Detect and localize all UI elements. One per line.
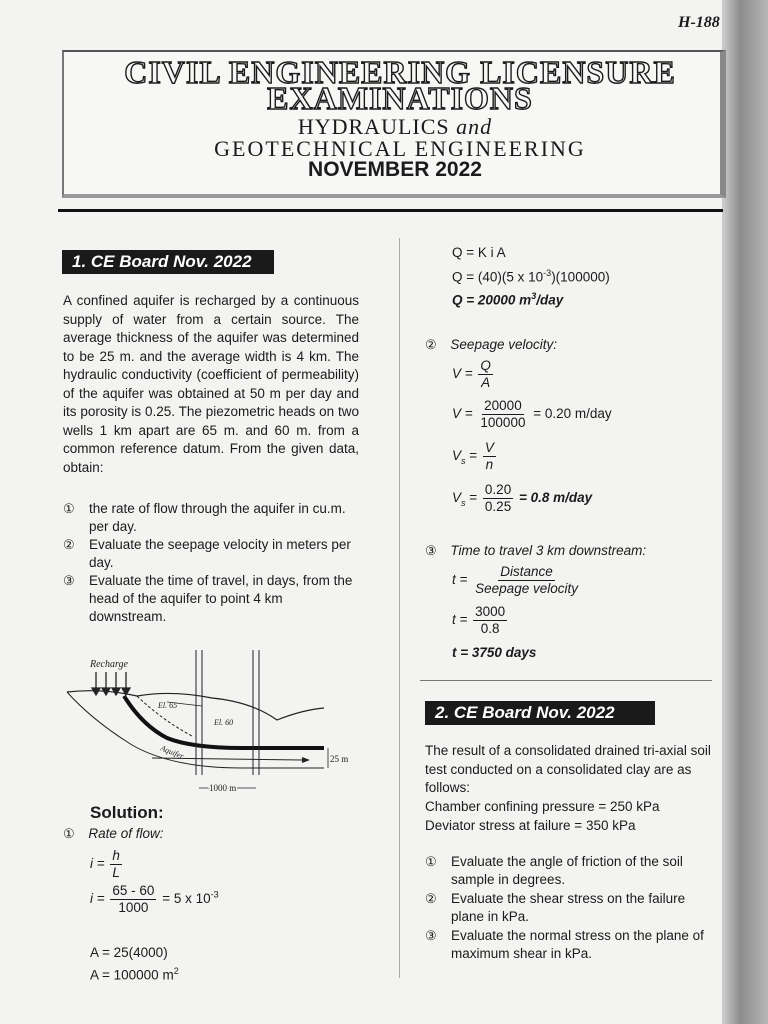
eq-t-value: t = $\frac{3000}{0.8}$ [452,604,506,636]
problem2-item-2 [425,890,713,926]
header-date: NOVEMBER 2022 [308,158,482,181]
recharge-label: Recharge [90,659,128,670]
item-text: the rate of flow through the aquifer in cu.m. per day. [89,501,346,534]
item-text: Evaluate the seepage velocity in meters per day. [89,537,351,570]
distance-label: 1000 m [209,783,237,793]
step-label: Time to travel 3 km downstream: [450,543,647,558]
flow-arrow-head [302,757,310,763]
problem2-items [425,853,713,963]
item-text: Evaluate the shear stress on the failure plane in kPa. [451,891,686,924]
eq-q-2: Q = (40)(5 x $10^{-3})(100000)$ [452,268,610,285]
aquifer-figure [62,650,372,800]
item-text: Evaluate the angle of friction of the soil sample in degrees. [451,854,683,887]
section-divider [420,680,712,681]
page-code: H-188 [678,14,720,31]
eq-q-1: Q = K i A [452,245,506,260]
step2-header [425,337,557,353]
eq-t-definition: t = $\frac{\text{Distance}}{\text{Seepage velocity}}$ [452,564,578,596]
eq-t-result: t = 3750 days [452,645,537,660]
header-geotech: GEOTECHNICAL ENGINEERING [214,136,586,161]
item-number: ① [63,501,75,516]
problem2-text: The result of a consolidated drained tri-axial soil test conducted on a consolidated clay are as follows: [425,743,711,795]
eq-vs-definition: $V_s$ = $\frac{V}{n}$ [452,440,494,472]
thickness-label: 25 m [330,754,349,764]
eq-area-1: A = 25(4000) [90,945,168,960]
el60-label: El. 60 [214,718,234,727]
header-title-line1: CIVIL ENGINEERING LICENSURE [124,54,676,90]
problem1-item-3 [63,572,361,626]
aquifer-label: Aquifer [159,743,185,761]
eq-i-definition: i = $\frac{h}{L}$ [90,848,120,880]
problem2-given-2: Deviator stress at failure = 350 kPa [425,818,636,833]
item-text: Evaluate the normal stress on the plane of maximum shear in kPa. [451,928,704,961]
problem1-item-1 [63,500,361,536]
eq-v-definition: V = $\frac{Q}{A}$ [452,358,491,390]
header-title-line2: EXAMINATIONS [267,80,533,116]
problem2-item-1 [425,853,713,889]
item-number: ② [63,537,75,552]
problem1-text: A confined aquifer is recharged by a continuous supply of water from a certain source. The average thickness of the aquifer was determined to be 25 m. and the average width is 4 km. The hydraulic conductivity (coefficient of permeability) of the aquifer was obtained at 50 m per day and its porosity is 0.25. The piezometric heads on two wells 1 km apart are 65 m. and 60 m. from a common reference datum. From the given data, obtain: [63,293,359,475]
flow-arrow-line [152,758,302,760]
item-number: ① [425,854,437,869]
item-number: ③ [425,928,437,943]
problem2-band: 2. CE Board Nov. 2022 [425,701,655,725]
item-number: ② [425,891,437,906]
step-number: ② [425,337,437,352]
step-number: ③ [425,543,437,558]
problem1-items [63,500,361,626]
el65-label: El. 65 [158,701,178,710]
problem2-given-1: Chamber confining pressure = 250 kPa [425,799,660,814]
eq-v-value: V = $\frac{20000}{100000}$ = 0.20 m/day [452,398,612,430]
column-divider [399,238,400,978]
step1-header [63,826,163,842]
item-text: Evaluate the time of travel, in days, from the head of the aquifer to point 4 km downstream. [89,573,353,624]
problem2-item-3 [425,927,713,963]
header-hydraulics: HYDRAULICS [297,114,450,139]
header-and: and [456,114,493,139]
eq-i-value: i = $\frac{65 - 60}{1000}$ = 5 x $10^{-3}$ [90,883,219,915]
header-rule [58,209,723,212]
step-number: ① [63,826,75,841]
eq-area-2: A = 100000 $m^2$ [90,966,179,983]
solution-label: Solution: [90,803,164,822]
page-edge-shadow [722,0,768,1024]
problem1-band: 1. CE Board Nov. 2022 [62,250,274,274]
problem1-item-2 [63,536,361,572]
step3-header [425,543,646,559]
step-label: Seepage velocity: [450,337,557,352]
item-number: ③ [63,573,75,588]
step-label: Rate of flow: [88,826,164,841]
eq-q-result: Q = 20000 $m^3$/day [452,291,564,308]
eq-vs-value: $V_s$ = $\frac{0.20}{0.25}$ = 0.8 m/day [452,482,593,514]
